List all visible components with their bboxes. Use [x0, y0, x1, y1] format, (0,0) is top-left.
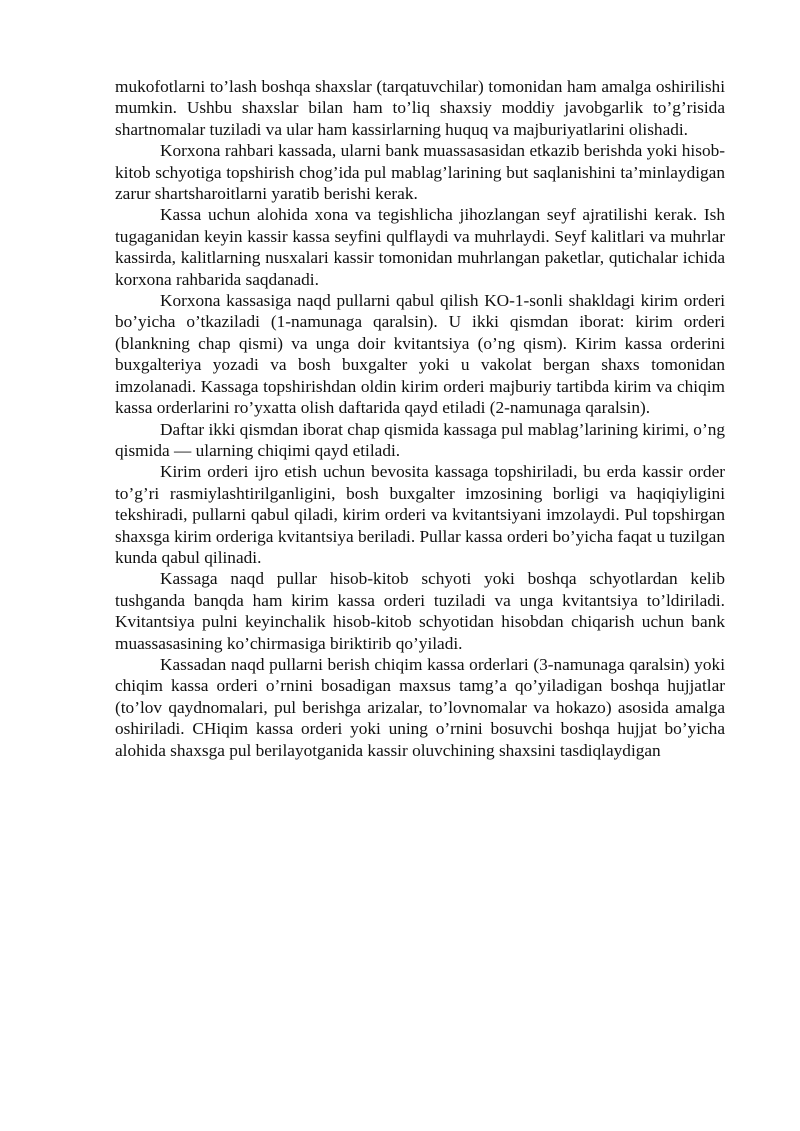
paragraph-5: Daftar ikki qismdan iborat chap qismida kassaga pul mablag’larining kirimi, o’ng qismida — ularning chiqimi qayd etiladi. [115, 419, 725, 460]
paragraph-2: Korxona rahbari kassada, ularni bank muassasasidan etkazib berishda yoki hisob-kitob schyotiga topshirish chog’ida pul mablag’larining but saqlanishini ta’minlaydigan zarur shartsharoitlarni yaratib berishi kerak. [115, 141, 725, 204]
document-page [115, 76, 725, 761]
paragraph-1: mukofotlarni to’lash boshqa shaxslar (tarqatuvchilar) tomonidan ham amalga oshirilishi mumkin. Ushbu shaxslar bilan ham to’liq shaxsiy moddiy javobgarlik to’g’risida shartnomalar tuziladi va ular ham kassirlarning huquq va majburiyatlarini olishadi. [115, 77, 725, 139]
paragraph-3: Kassa uchun alohida xona va tegishlicha jihozlangan seyf ajratilishi kerak. Ish tugaganidan keyin kassir kassa seyfini qulflaydi va muhrlaydi. Seyf kalitlari va muhrlar kassirda, kalitlarning nusxalari kassir tomonidan muhrlangan paketlar, qutichalar ichida korxona rahbarida saqdanadi. [115, 205, 725, 289]
paragraph-8: Kassadan naqd pullarni berish chiqim kassa orderlari (3-namunaga qaralsin) yoki chiqim kassa orderi o’rnini bosadigan maxsus tamg’a qo’yiladigan boshqa hujjatlar (to’lov qaydnomalari, pul berishga arizalar, to’lovnomalar va hokazo) asosida amalga oshiriladi. CHiqim kassa orderi yoki uning o’rnini bosuvchi boshqa hujjat bo’yicha alohida shaxsga pul berilayotganida kassir oluvchining shaxsini tasdiqlaydigan [115, 654, 725, 760]
paragraph-6: Kirim orderi ijro etish uchun bevosita kassaga topshiriladi, bu erda kassir order to’g’ri rasmiylashtirilganligini, bosh buxgalter imzosining borligi va haqiqiyligini tekshiradi, pullarni qabul qiladi, kirim orderi va kvitantsiyani imzolaydi. Pul topshirgan shaxsga kirim orderiga kvitantsiya beriladi. Pullar kassa orderi bo’yicha faqat u tuzilgan kunda qabul qilinadi. [115, 462, 725, 567]
paragraph-4: Korxona kassasiga naqd pullarni qabul qilish KO-1-sonli shakldagi kirim orderi bo’yicha o’tkaziladi (1-namunaga qaralsin). U ikki qismdan iborat: kirim orderi (blankning chap qismi) va unga doir kvitantsiya (o’ng qism). Kirim kassa orderini buxgalteriya yozadi va bosh buxgalter yoki u vakolat bergan shaxs tomonidan imzolanadi. Kassaga topshirishdan oldin kirim orderi majburiy tartibda kirim va chiqim kassa orderlarini ro’yxatta olish daftarida qayd etiladi (2-namunaga qaralsin). [115, 291, 725, 418]
paragraph-7: Kassaga naqd pullar hisob-kitob schyoti yoki boshqa schyotlardan kelib tushganda banqda ham kirim kassa orderi tuziladi va unga kvitantsiya to’ldiriladi. Kvitantsiya pulni keyinchalik hisob-kitob schyotidan hisobdan chiqarish uchun bank muassasasining ko’chirmasiga biriktirib qo’yiladi. [115, 569, 725, 653]
